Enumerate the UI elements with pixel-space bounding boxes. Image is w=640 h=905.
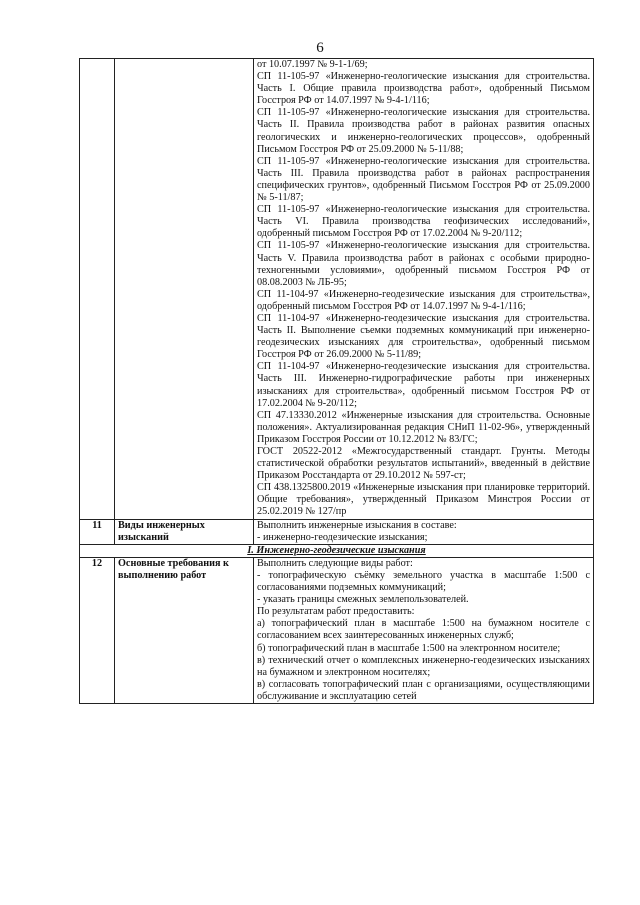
row-paragraph: - топографическую съёмку земельного участка в масштабе 1:500 с согласованиями подземных коммуникаций; — [257, 569, 590, 594]
row-paragraph: б) топографический план в масштабе 1:500 на электронном носителе; — [257, 642, 561, 654]
row-paragraph: По результатам работ предоставить: — [257, 606, 415, 618]
table-row-11 — [80, 519, 594, 544]
row-content — [254, 557, 594, 703]
table-row-12 — [80, 557, 594, 703]
standard-paragraph: СП 438.1325800.2019 «Инженерные изыскания при планировке территорий. Общие требования», утвержденный Приказом Минстроя России от 25.02.2019 № 127/пр — [257, 482, 590, 518]
section-heading-row — [80, 544, 594, 557]
row-paragraph: в) технический отчет о комплексных инженерно-геодезических изысканиях на бумажном и электронном носителях; — [257, 654, 590, 678]
section-heading — [80, 544, 594, 557]
row-paragraph: - указать границы смежных землепользователей. — [257, 594, 469, 606]
row-paragraph: Выполнить инженерные изыскания в составе: — [257, 519, 457, 531]
row-label-cell — [115, 59, 254, 520]
row-paragraph: Выполнить следующие виды работ: — [257, 557, 413, 569]
standard-paragraph: от 10.07.1997 № 9-1-1/69; — [257, 59, 368, 70]
standards-list-cell — [254, 59, 594, 520]
row-label: Основные требования к выполнению работ — [115, 557, 254, 703]
requirements-table — [79, 58, 594, 704]
page-number: 6 — [316, 40, 324, 56]
standard-paragraph: СП 11-105-97 «Инженерно-геологические изыскания для строительства. Часть II. Правила производства работ в районах развития опасных геологических и инженерно-геологических процессов», одобренный Письмом Госстроя РФ от 25.09.2000 № 5-11/88; — [257, 107, 590, 155]
row-number: 11 — [80, 519, 115, 544]
standard-paragraph: СП 11-104-97 «Инженерно-геодезические изыскания для строительства», одобренный письмом Госстроя РФ от 14.07.1997 № 9-4-1/116; — [257, 288, 590, 312]
row-number-cell — [80, 59, 115, 520]
standard-paragraph: СП 47.13330.2012 «Инженерные изыскания для строительства. Основные положения». Актуализированная редакция СНиП 11-02-96», утвержденный Приказом Госстроя России от 10.12.2012 № 83/ГС; — [257, 409, 590, 445]
standard-paragraph: СП 11-104-97 «Инженерно-геодезические изыскания для строительства. Часть III. Инженерно-гидрографические работы при инженерных изысканиях для строительства», одобренный письмом Госстроя РФ от 17.02.2004 № 9-20/112; — [257, 361, 590, 409]
row-number: 12 — [80, 557, 115, 703]
standard-paragraph: СП 11-105-97 «Инженерно-геологические изыскания для строительства. Часть V. Правила производства работ в районах с особыми природно-техногенными условиями», одобренный письмом Госстроя РФ от 08.08.2003 № ЛБ-95; — [257, 240, 590, 288]
standard-paragraph: ГОСТ 20522-2012 «Межгосударственный стандарт. Грунты. Методы статистической обработки результатов испытаний», введенный в действие Приказом Росстандарта от 29.10.2012 № 597-ст; — [257, 446, 590, 482]
standard-paragraph: СП 11-105-97 «Инженерно-геологические изыскания для строительства. Часть I. Общие правила производства работ», одобренный Письмом Госстроя РФ от 14.07.1997 № 9-4-1/116; — [257, 71, 590, 107]
row-label: Виды инженерных изысканий — [115, 519, 254, 544]
table-row-continuation — [80, 59, 594, 520]
section-heading-text: I. Инженерно-геодезические изыскания — [247, 544, 426, 556]
row-paragraph: - инженерно-геодезические изыскания; — [257, 531, 428, 543]
standard-paragraph: СП 11-104-97 «Инженерно-геодезические изыскания для строительства. Часть II. Выполнение съемки подземных коммуникаций при инженерно-геодезических изысканиях для строительства», одобренный письмом Госстроя РФ от 26.09.2000 № 5-11/89; — [257, 312, 590, 361]
row-paragraph: а) топографический план в масштабе 1:500 на бумажном носителе с согласованием всех заинтересованных инженерных служб; — [257, 618, 590, 642]
row-paragraph: в) согласовать топографический план с организациями, осуществляющими обслуживание и эксплуатацию сетей — [257, 678, 590, 702]
row-content — [254, 519, 594, 544]
standard-paragraph: СП 11-105-97 «Инженерно-геологические изыскания для строительства. Часть VI. Правила производства геофизических исследований», одобренный письмом Госстроя РФ от 17.02.2004 № 9-20/112; — [257, 204, 590, 240]
standard-paragraph: СП 11-105-97 «Инженерно-геологические изыскания для строительства. Часть III. Правила производства работ в районах распространения специфических грунтов», одобренный Письмом Госстроя РФ от 25.09.2000 № 5-11/87; — [257, 155, 590, 204]
